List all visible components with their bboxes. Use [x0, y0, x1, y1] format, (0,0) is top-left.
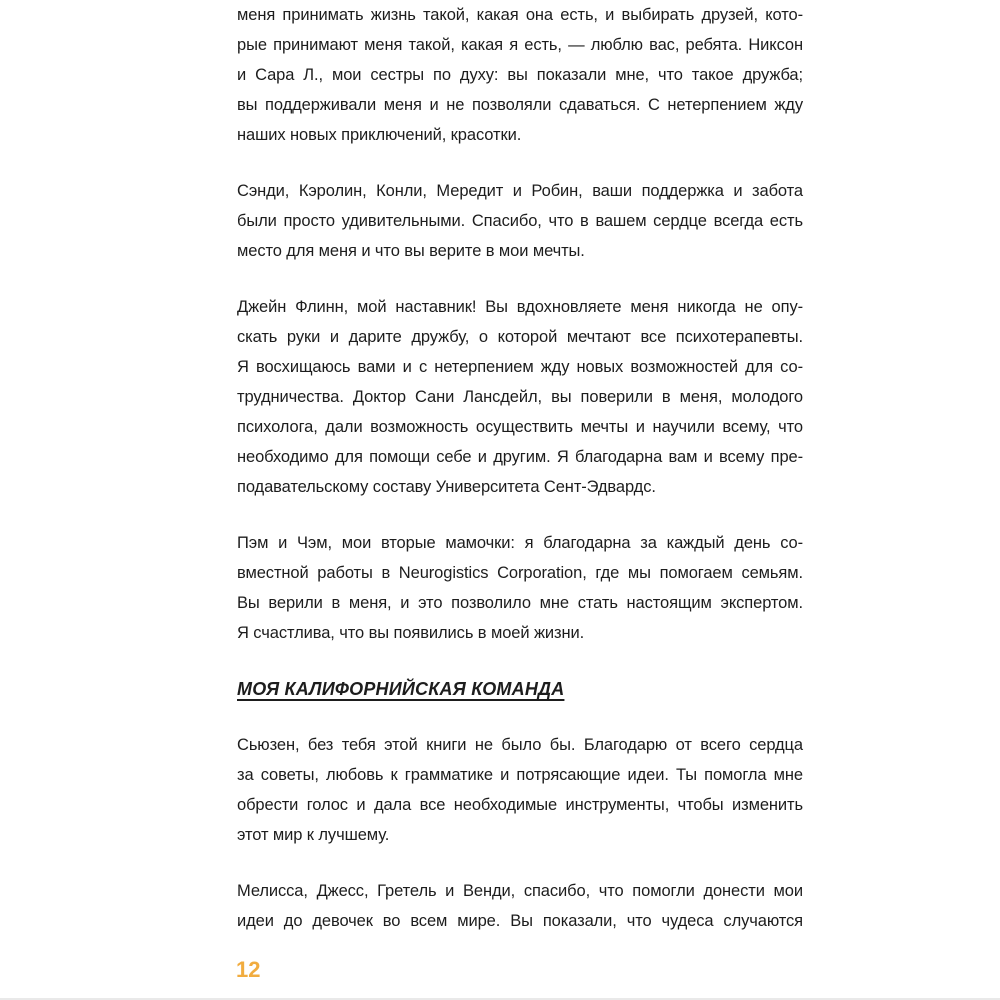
- text-line: Сьюзен, без тебя этой книги не было бы. Благодарю от всего сердца: [237, 736, 803, 754]
- text-line: вместной работы в Neurogistics Corporation, где мы помогаем семьям.: [237, 564, 803, 582]
- text-line: Сэнди, Кэролин, Конли, Мередит и Робин, ваши поддержка и забота: [237, 182, 803, 200]
- text-line: за советы, любовь к грамматике и потрясающие идеи. Ты помогла мне: [237, 766, 803, 784]
- text-line: идеи до девочек во всем мире. Вы показали, что чудеса случаются: [237, 912, 803, 930]
- text-line: Мелисса, Джесс, Гретель и Венди, спасибо, что помогли донести мои: [237, 882, 803, 900]
- text-line: Вы верили в меня, и это позволило мне стать настоящим экспертом.: [237, 594, 803, 612]
- text-line: наших новых приключений, красотки.: [237, 126, 522, 144]
- section-heading: [237, 676, 803, 702]
- text-line: подавательскому составу Университета Сент-Эдвардс.: [237, 478, 656, 496]
- text-column: [237, 0, 803, 962]
- text-line: этот мир к лучшему.: [237, 826, 390, 844]
- paragraph: [237, 176, 803, 266]
- text-line: Пэм и Чэм, мои вторые мамочки: я благодарна за каждый день со-: [237, 534, 803, 552]
- paragraph: [237, 876, 803, 936]
- text-line: рые принимают меня такой, какая я есть, — люблю вас, ребята. Никсон: [237, 36, 803, 54]
- text-line: необходимо для помощи себе и другим. Я благодарна вам и всему пре-: [237, 448, 803, 466]
- text-line: и Сара Л., мои сестры по духу: вы показали мне, что такое дружба;: [237, 66, 803, 84]
- text-line: меня принимать жизнь такой, какая она есть, и выбирать друзей, кото-: [237, 6, 803, 24]
- text-line: Я восхищаюсь вами и с нетерпением жду новых возможностей для со-: [237, 358, 803, 376]
- text-line: были просто удивительными. Спасибо, что в вашем сердце всегда есть: [237, 212, 803, 230]
- paragraph: [237, 292, 803, 502]
- text-line: скать руки и дарите дружбу, о которой мечтают все психотерапевты.: [237, 328, 803, 346]
- section-heading-text: МОЯ КАЛИФОРНИЙСКАЯ КОМАНДА: [237, 679, 565, 699]
- paragraph: [237, 528, 803, 648]
- paragraph: [237, 0, 803, 150]
- text-line: трудничества. Доктор Сани Лансдейл, вы поверили в меня, молодого: [237, 388, 803, 406]
- text-line: психолога, дали возможность осуществить мечты и научили всему, что: [237, 418, 803, 436]
- text-line: Джейн Флинн, мой наставник! Вы вдохновляете меня никогда не опу-: [237, 298, 803, 316]
- text-line: вы поддерживали меня и не позволяли сдаваться. С нетерпением жду: [237, 96, 803, 114]
- text-line: обрести голос и дала все необходимые инструменты, чтобы изменить: [237, 796, 803, 814]
- paragraph: [237, 730, 803, 850]
- text-line: Я счастлива, что вы появились в моей жизни.: [237, 624, 585, 642]
- page-number: 12: [236, 957, 261, 982]
- text-line: место для меня и что вы верите в мои мечты.: [237, 242, 585, 260]
